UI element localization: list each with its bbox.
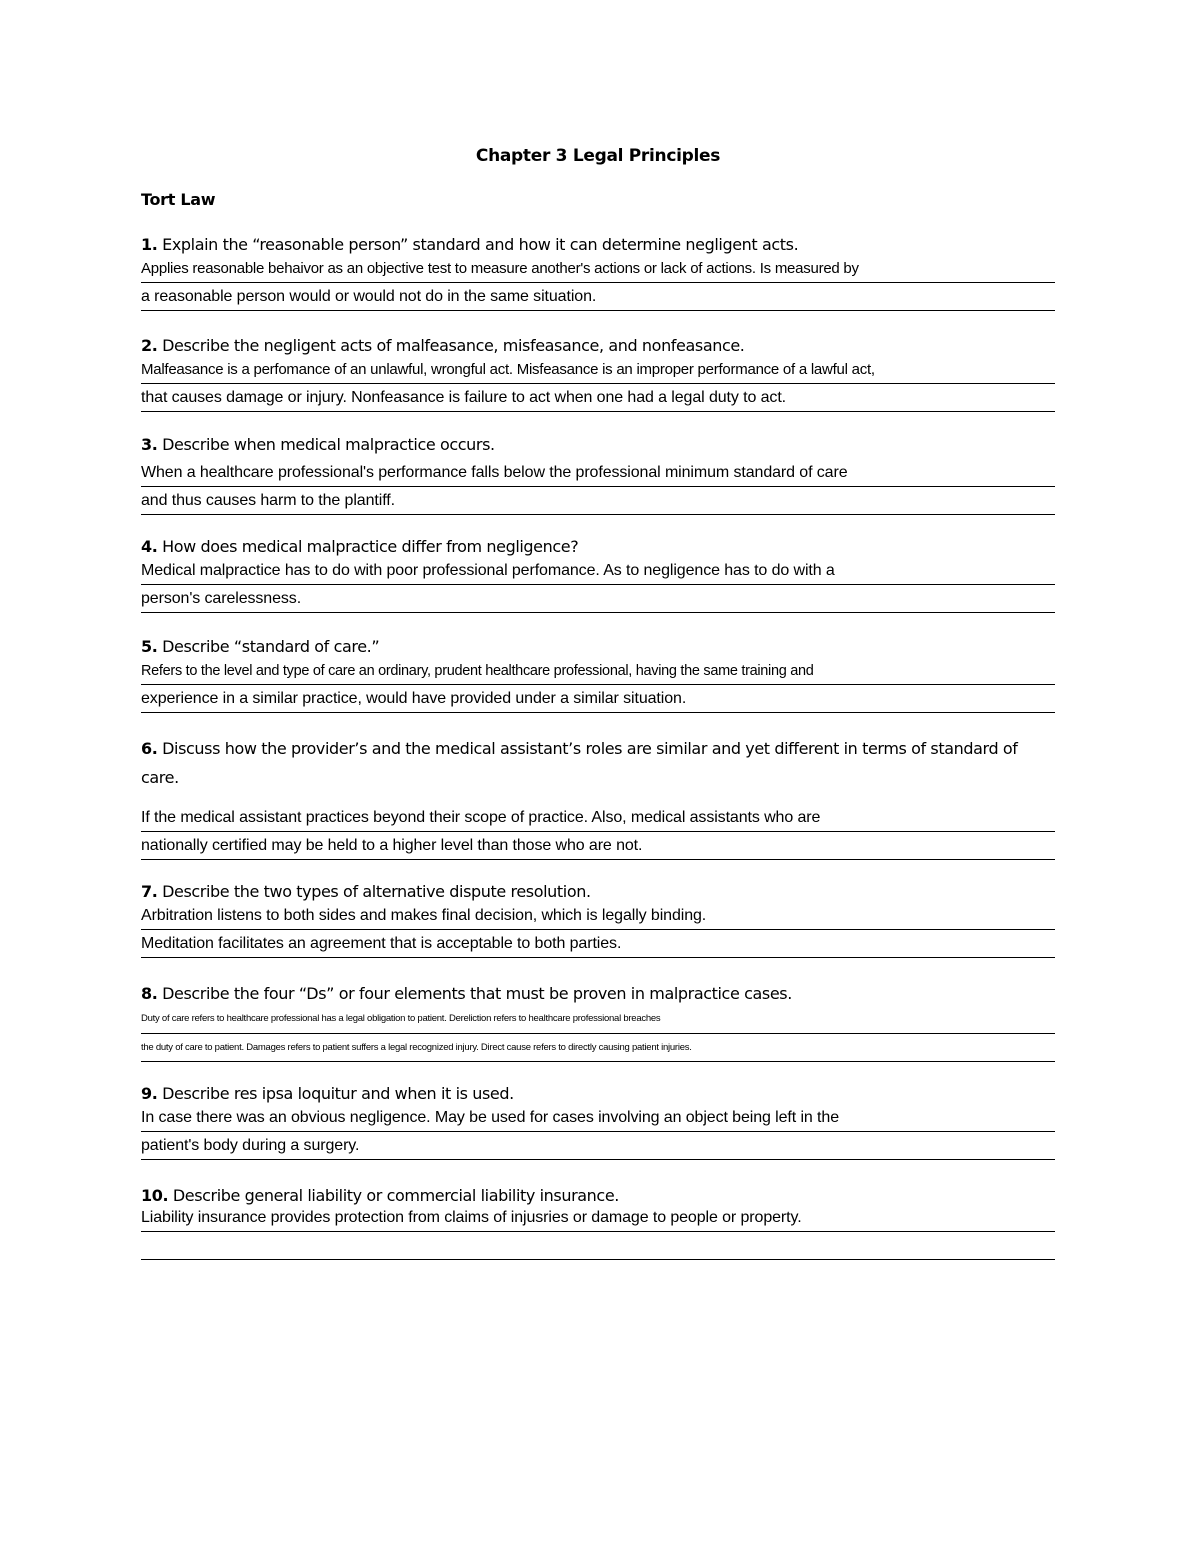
question-4-text: How does medical malpractice differ from negligence? [162,537,579,556]
question-3-prompt [141,431,1055,459]
question-6-prompt [141,734,1055,792]
answer-6-line-2[interactable]: nationally certified may be held to a higher level than those who are not. [141,832,1055,860]
answer-5-line-2[interactable]: experience in a similar practice, would have provided under a similar situation. [141,685,1055,713]
question-3 [141,431,1055,515]
question-10-text: Describe general liability or commercial liability insurance. [172,1186,619,1205]
question-6 [141,734,1055,860]
question-1 [141,231,1055,311]
question-6-text: Discuss how the provider’s and the medical assistant’s roles are similar and yet different in terms of standard of care. [141,739,1018,787]
answer-9-line-1[interactable]: In case there was an obvious negligence. May be used for cases involving an object being left in the [141,1104,1055,1132]
question-10-number: 10. [141,1186,169,1205]
question-2 [141,332,1055,412]
question-7-number: 7. [141,882,158,901]
question-9 [141,1080,1055,1160]
answer-4-line-1[interactable]: Medical malpractice has to do with poor professional perfomance. As to negligence has to do with a [141,557,1055,585]
question-6-number: 6. [141,739,158,758]
answer-2-line-2[interactable]: that causes damage or injury. Nonfeasance is failure to act when one had a legal duty to act. [141,384,1055,412]
answer-8-line-1[interactable]: Duty of care refers to healthcare professional has a legal obligation to patient. Dereliction refers to healthcare professional breaches [141,1008,1055,1034]
question-5-number: 5. [141,637,158,656]
question-9-text: Describe res ipsa loquitur and when it is used. [162,1084,514,1103]
answer-5-line-1[interactable]: Refers to the level and type of care an ordinary, prudent healthcare professional, having the same training and [141,657,1055,685]
answer-10-line-1[interactable]: Liability insurance provides protection from claims of injusries or damage to people or property. [141,1204,1055,1232]
question-2-number: 2. [141,336,158,355]
answer-1-line-1[interactable]: Applies reasonable behaivor as an objective test to measure another's actions or lack of actions. Is measured by [141,255,1055,283]
question-1-text: Explain the “reasonable person” standard and how it can determine negligent acts. [162,235,799,254]
answer-7-line-2[interactable]: Meditation facilitates an agreement that is acceptable to both parties. [141,930,1055,958]
question-7 [141,878,1055,958]
answer-3-line-2[interactable]: and thus causes harm to the plantiff. [141,487,1055,515]
question-8-text: Describe the four “Ds” or four elements that must be proven in malpractice cases. [162,984,792,1003]
answer-9-line-2[interactable]: patient's body during a surgery. [141,1132,1055,1160]
question-4 [141,533,1055,613]
question-3-number: 3. [141,435,158,454]
section-heading: Tort Law [141,190,216,209]
question-2-text: Describe the negligent acts of malfeasance, misfeasance, and nonfeasance. [162,336,745,355]
question-3-text: Describe when medical malpractice occurs. [162,435,495,454]
question-8-prompt [141,980,1055,1008]
answer-10-line-2[interactable] [141,1232,1055,1260]
answer-4-line-2[interactable]: person's carelessness. [141,585,1055,613]
question-4-number: 4. [141,537,158,556]
answer-1-line-2[interactable]: a reasonable person would or would not do in the same situation. [141,283,1055,311]
answer-2-line-1[interactable]: Malfeasance is a perfomance of an unlawful, wrongful act. Misfeasance is an improper performance of a lawful act, [141,356,1055,384]
question-5-text: Describe “standard of care.” [162,637,380,656]
question-8-number: 8. [141,984,158,1003]
answer-8-line-2[interactable]: the duty of care to patient. Damages refers to patient suffers a legal recognized injury. Direct cause refers to directly causing patient injuries. [141,1034,1055,1062]
answer-6-line-1[interactable]: If the medical assistant practices beyond their scope of practice. Also, medical assistants who are [141,804,1055,832]
question-8 [141,980,1055,1062]
question-9-number: 9. [141,1084,158,1103]
question-7-text: Describe the two types of alternative dispute resolution. [162,882,591,901]
question-1-number: 1. [141,235,158,254]
question-10 [141,1182,1055,1260]
document-page [141,0,1055,1553]
answer-7-line-1[interactable]: Arbitration listens to both sides and makes final decision, which is legally binding. [141,902,1055,930]
question-5 [141,633,1055,713]
page-title: Chapter 3 Legal Principles [475,146,721,166]
answer-3-line-1[interactable]: When a healthcare professional's performance falls below the professional minimum standard of care [141,459,1055,487]
